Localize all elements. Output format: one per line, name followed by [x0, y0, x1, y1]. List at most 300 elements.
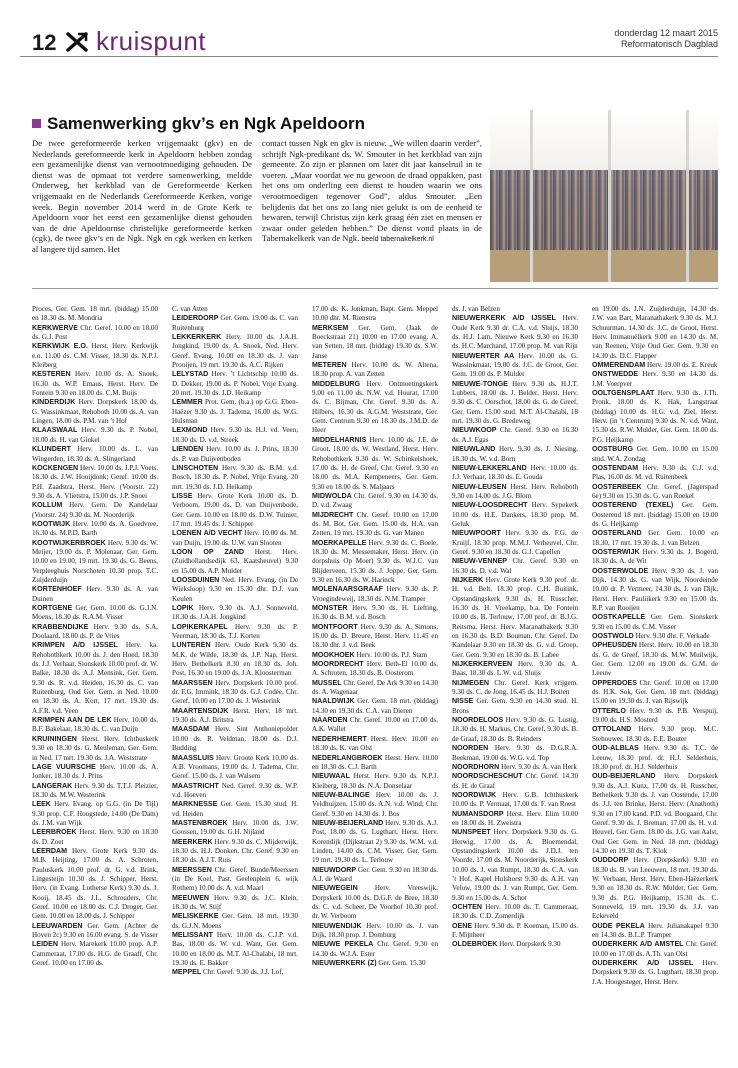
place-name: LELYSTAD: [172, 370, 209, 379]
listing-entry: [592, 445, 718, 464]
listing-column: [312, 305, 438, 1060]
place-name: LEXMOND: [172, 426, 208, 435]
listing-entry: [172, 492, 298, 529]
place-name: MOORDRECHT: [312, 660, 364, 669]
service-details: Herv. 9.30 ds. J. van Dijk, 14.30 ds. G. van Wijk, Noordeinde 10.00 dr. P. Vermeer, 14.30 ds. J. van Dijk, Herst. Herv. Pauliikerk 9.30 en 15.00 ds. R.P. van Rooijen: [592, 566, 718, 612]
place-name: MAARSSEN: [172, 678, 213, 687]
listing-entry: [32, 398, 158, 426]
listing-entry: [32, 847, 158, 922]
place-name: METEREN: [312, 361, 347, 370]
place-name: MIDDELHARNIS: [312, 435, 367, 444]
place-name: LEIDEN: [32, 940, 59, 949]
listing-entry: [592, 501, 718, 529]
listing-entry: [312, 651, 438, 660]
service-details: Herv. Marekerk 10.00 prop. A.P. Cammeraat, 17.00 ds. H.G. de Graaff, Chr. Geref. 10.00 en 17.00 ds.: [32, 940, 158, 968]
service-details: Herv. 9.30 ds. H. Liefting, 16.30 ds. B.M. v.d. Bosch: [312, 604, 438, 622]
place-name: OOSTEREND (TEXEL): [592, 501, 674, 510]
service-details: Herv. Vreeswijk, Dorpskerk 10.00 ds. D.G.F. de Bree, 18.30 ds. C. v.d. Scheer, De Voorhof 10.30 prof. dr. W. Verboom: [312, 884, 438, 921]
listing-entry: [312, 922, 438, 941]
listing-entry: [172, 333, 298, 370]
place-name: KLUNDERT: [32, 445, 72, 454]
place-name: NEDERLANGBROEK: [312, 753, 383, 762]
listing-entry: [172, 305, 298, 314]
listing-entry: [32, 604, 158, 623]
service-details: Chr. Geref. 9.30 ds. J.J. Lof,: [202, 968, 284, 977]
service-details: Herv. 9.30 ds. A.J. Post, 18.00 ds. G. Lugthart, Herst. Herv. Korendijk (Dijkstraat 2) 9.30 ds. W.M. v.d. Linden, 14.00 ds. C.M. Visser, Ger. Gem. 19 mrt. 19.30 ds. L. Terlouw: [312, 818, 438, 865]
place-name: KOLLUM: [32, 501, 63, 510]
service-details: Herv. 9.30 ds. J. Bogerd, 18.30 ds. A. de Wit: [592, 547, 718, 566]
service-details: Herv. 9.30 ds. H.J.T. Lubbers, 18.00 ds. J. Belder, Herst. Herv. 9.30 ds. C. Oorschot, 18.00 ds. G. de Greef, Ger. Gem. 15.00 stud. M.T. Al-Chalabi, 18 mrt. 19.30 ds. G. Bredeweg: [452, 379, 578, 426]
service-details: Herst. Herv. Ichthuskerk 9.30 en 18.30 ds. G. Meuleman, Ger. Gem. in Ned. 17 mrt. 19.30 ds. J.A. Weststrate: [32, 734, 158, 762]
service-details: Ned. Geref. 9.30 ds. W.P. v.d. Hoeven: [172, 781, 298, 799]
place-name: LAGE VUURSCHE: [32, 762, 96, 771]
listing-entry: [452, 529, 578, 557]
listing-entry: [32, 940, 158, 968]
article-title: [32, 114, 365, 134]
service-details: Ger. Gem. 15.30 stud. H. vd. Heiden: [172, 800, 298, 818]
service-details: Herv. 9.30 ds. H.J. vd. Veen, 18.30 ds. D. v.d. Streek: [172, 426, 298, 444]
place-name: KRIMPEN AAN DE LEK: [32, 716, 112, 725]
place-name: MIDDELBURG: [312, 379, 361, 388]
service-details: Herv. 9.30 dhr. F. Verkade: [635, 632, 710, 641]
listing-entry: [32, 520, 158, 539]
place-name: LEEK: [32, 800, 51, 809]
place-name: NIEUWERKERK (Z): [312, 959, 377, 968]
service-details: Herv. Dorpskerk 9.30: [499, 940, 561, 949]
place-name: NIEUWERTER AA: [452, 351, 515, 360]
service-details: Chr. Geref. 14.30 ds. H. de Graaf: [452, 772, 578, 790]
place-name: NOORDEN: [452, 744, 489, 753]
service-details: Herv. 10.00 ds. T. Cammeraat, 18.30 ds. C.D. Zomerdijk: [452, 903, 578, 921]
place-name: NIEUWENDIJK: [312, 921, 362, 930]
place-name: KORTGENE: [32, 604, 73, 612]
listing-entry: [592, 959, 718, 987]
place-name: LOPIKERKAPEL: [172, 622, 228, 631]
place-name: KOCKENGEN: [32, 463, 79, 472]
place-name: NUNSPEET: [452, 828, 491, 837]
listing-entry: [592, 464, 718, 483]
place-name: MEPPEL: [172, 968, 202, 977]
article-intro-col2: [262, 138, 482, 246]
service-details: Herv. 9.30 ds. J. Niesing, 18.30 ds. W. v.d. Born: [452, 445, 578, 463]
place-name: LOON OP ZAND: [172, 547, 245, 556]
place-name: MIJDRECHT: [312, 510, 354, 519]
listing-entry: [172, 838, 298, 866]
service-details: Ger. Gem. Sionskerk 9.30 en 15.00 ds. C.M. Visser: [592, 613, 718, 631]
listing-column: [172, 305, 298, 1060]
service-details: Herv. 10.00 ds. J.P.J. Voets, 18.30 ds. J.W. Hooijdonk; Geref. 10.00 ds. P.H. Zaadstra, Herst. Herv. (Voorstr. 22) 9.30 ds. A. Vlietstra, 15.00 ds. J.P. Snoei: [32, 463, 158, 500]
service-details: Herv. 10.00 ds. J.W. Goossen, 19.00 ds. G.H. Nijland: [172, 818, 298, 837]
listing-column: [592, 305, 718, 1060]
listing-entry: [172, 782, 298, 801]
service-details: Herv. 10.00 ds. P.J. Stam: [356, 650, 428, 659]
place-name: NIEUW-LEUSEN: [452, 482, 507, 491]
service-details: Herv. 9.30 ds. W. Meijer, 19.00 ds. P. Molenaar, Ger. Gem. 10.00 en 19.00, 19 mrt. 19.30 ds. G. Beens, Verpleeghuis Norschoten 10.30 prop. T.C. Zuijderduijn: [32, 538, 158, 584]
place-name: NIJMEGEN: [452, 678, 490, 687]
listing-entry: [32, 464, 158, 501]
place-name: NAALDWIJK: [312, 697, 355, 706]
cross-logo-icon: [66, 32, 88, 52]
place-name: MUSSEL: [312, 678, 342, 687]
listing-entry: [312, 660, 438, 679]
listing-entry: [172, 819, 298, 838]
service-details: Herv. Dorpskerk 9.30 ds. G. Lugthart, 18.30 prop. J.A. Hoogesteger, Herst. Herv.: [592, 959, 718, 986]
place-name: MIDWOLDA: [312, 491, 352, 500]
place-name: OOSTERLAND: [592, 529, 642, 538]
photo-congregation: [490, 170, 718, 250]
listing-entry: [452, 772, 578, 791]
service-details: Herv. 19.00 ds. E. Kreuk: [646, 361, 718, 370]
service-details: Herv. 9.30 ds. P. Vroegindeweij, 18.30 ds. N.M. Tramper: [312, 585, 438, 603]
place-name: NIEUW-LOOSDRECHT: [452, 501, 528, 510]
section-rule: [32, 288, 718, 289]
place-name: LEKKERKERK: [172, 333, 222, 342]
listing-entry: [32, 763, 158, 782]
dateline: [614, 28, 718, 50]
place-name: OOLTGENSPLAAT: [592, 389, 655, 398]
listing-entry: [32, 426, 158, 445]
place-name: MELISKERKE: [172, 912, 219, 921]
listing-entry: [172, 576, 298, 604]
place-name: OTTOLAND: [592, 725, 632, 734]
service-details: Proces, Ger. Gem. 18 mrt. (biddag) 15.00 en 18.30 ds. M. Mondria: [32, 305, 158, 323]
photo-floor: [490, 250, 718, 282]
service-details: Ger. Gem. 10.00 en 15.00 stud. W.A. Zondag: [592, 445, 718, 463]
place-name: NIEUWDORP: [312, 865, 357, 874]
listing-entry: [172, 931, 298, 968]
place-name: NIEUW-BALINGE: [312, 790, 370, 799]
place-name: OUDERKERK A/D AMSTEL: [592, 940, 684, 949]
service-details: Herv. 9.30 ds. G. Lustig, 18.30 ds. H. Markus, Chr. Geref. 9.30 ds. B. de Graaf, 18.30 ds. B. Reinders: [452, 716, 578, 743]
service-details: Herst. Herv. Kerkwijk e.o. 11.00 ds. C.M. Visser, 18.30 ds. N.P.J. Kleiberg: [32, 342, 158, 370]
listing-entry: [312, 539, 438, 586]
listing-entry: [312, 623, 438, 651]
service-details: Herv. 9.30 ds. A. van Herk: [501, 762, 577, 771]
listing-entry: [452, 483, 578, 502]
place-name: NIEUWPOORT: [452, 529, 501, 538]
listing-entry: [32, 716, 158, 735]
place-name: LEEUWARDEN: [32, 921, 83, 930]
place-name: NOORDHORN: [452, 762, 500, 771]
photo-credit: beeld tabernakelkerk.nl: [361, 236, 434, 244]
service-details: Herst. Herv. 18 mrt. 19.30 ds. A.J. Britstra: [172, 706, 298, 725]
service-details: ds. J. van Belzen: [452, 305, 500, 313]
place-name: OUDERKERK A/D IJSSEL: [592, 959, 694, 968]
listing-entry: [172, 968, 298, 977]
place-name: OOSTENDAM: [592, 463, 639, 472]
listing-entry: [312, 604, 438, 623]
listing-entry: [312, 585, 438, 604]
listing-entry: [592, 707, 718, 726]
service-details: Herv. 10.00 ds. M. van Duijn, 19.00 ds. U.W. van Slooten: [172, 529, 298, 547]
place-name: OOSTBURG: [592, 445, 633, 454]
service-details: Herv. Dorpskerk 9.30 ds. G. Herwig, 17.00 ds. A. Bloemendal, Opstandingskerk 10.00 ds. J.D.J. ten Voorde, 17.00 ds. M. Noorderijk, Sionskerk 10.00 ds. J. van Rumpt, 18.30 ds. C.A. van ’t Hof, Kapel Hulshorst 9.30 ds. A.H. van Veluw, 19.00 ds. J. van Rumpt, Ger. Gem. 9.30 en 15.00 ds. A. Schot: [452, 828, 578, 902]
service-details: Prot. Gem. (b.a.) op G.G. Eben-Haëzer 9.30 ds. J. Tadema, 16.00 ds. W.G. Hulsman: [172, 398, 298, 426]
service-details: Herv. 9.30 ds. J.C. Klein, 18.30 ds. W. Stijf: [172, 893, 298, 911]
listing-column: [32, 305, 158, 1060]
place-name: KRABBENDIJKE: [32, 622, 89, 631]
section-title: kruispunt: [96, 26, 206, 56]
listing-entry: [592, 922, 718, 941]
service-details: Herv. 9.30 ds. A. van Duinen: [32, 585, 158, 603]
listing-entry: [452, 660, 578, 679]
listing-entry: [452, 922, 578, 941]
place-name: MAARTENSDIJK: [172, 706, 229, 715]
service-details: Ger. Gem. (Achter de Hoven 2c) 9.30 en 16.00 evang. S. de Visser: [32, 921, 158, 940]
place-name: NISSE: [452, 697, 474, 706]
listing-entry: [452, 903, 578, 922]
service-details: Herv. 9.30 ds. A. Simons, 16.00 ds. D. Breure, Herst. Herv. 11.45 en 18.30 dhr. J. v.d. Beek: [312, 622, 438, 650]
listing-entry: [452, 314, 578, 351]
service-details: Chr. Geref. 9.30 en 16.30 ds. A.J. Egas: [452, 426, 578, 444]
listing-entry: [172, 314, 298, 333]
service-details: Herv. 10.00 ds. J.A.H. Jongkind, 19.00 ds. A. Snoek, Ned. Herv. Geref. Evang. 10.00 en 18.30 ds. J. van Prooijen, 19 mrt. 19.30 ds. A.C. Rijken: [172, 333, 298, 370]
service-details: Chr. Geref. Kerk vrijgem. 9.30 ds. C. de Jong, 16.45 ds. H.J. Boiten: [452, 678, 578, 697]
listing-entry: [32, 585, 158, 604]
service-details: Ger. Gem. 9.30 en 18.30 ds. A.J. de Waard: [312, 865, 438, 883]
place-name: MEEUWEN: [172, 893, 210, 902]
place-name: LANGERAK: [32, 781, 73, 790]
place-name: NIEUW-BEIJERLAND: [312, 818, 384, 827]
service-details: Herv. Groote Kerk 10.00 ds. A.B. Vroomans, 19.00 ds. J. Tadema, Chr. Geref. 15.00 ds. J. van Walsem: [172, 753, 298, 781]
service-details: Chr. Geref. 10.00 en 17.00 ds. A.Th. van Olst: [592, 940, 718, 958]
place-name: LEIDERDORP: [172, 314, 219, 323]
place-name: LOOSDUINEN: [172, 575, 220, 584]
listing-entry: [172, 464, 298, 492]
listing-entry: [592, 613, 718, 632]
service-details: en 19.00 ds. J.N. Zuijderduijn, 14.30 ds. J.W. van Bart, Maranathakerk 9.30 ds. M.J. Schuurman, 14.30 ds. J.C. de Groot, Herst. Herv. Immanuëlkerk 9.00 en 14.30 ds. M. van Reenen, Vrije Oud Ger. Gem. 9.30 en 14.30 ds. D.C. Flapper: [592, 305, 718, 360]
service-details: Herst. Herv. 10.00 en 18.30 ds. G. de Greef, 18.30 ds. M.W. Muilwijk, Ger. Gem. 12.00 en 19.00 ds. G.M. de Leeuw: [592, 641, 718, 678]
listing-entry: [312, 791, 438, 819]
page-header: [22, 20, 718, 56]
place-name: OLDEBROEK: [452, 940, 498, 949]
listing-entry: [452, 697, 578, 716]
listing-entry: [32, 782, 158, 801]
service-details: Herv. Grote Kerk 10.00 ds. D. Verboom, 19.00 ds. D. van Duijvenbode, Ger. Gem. 10.00 en 18.00 ds. D.W. Tuinier, 17 mrt. 19.45 ds. J. Schipper: [172, 491, 298, 528]
service-details: Herv. 10.00 ds. A. Goedvree, 16.30 ds. M.P.D. Barth: [32, 519, 158, 538]
page-number: 12: [32, 30, 57, 55]
place-name: MOLENAARSGRAAF: [312, 585, 383, 594]
service-details: Herv. 10.00 ds. J. van Dijk, 18.30 prop. J. Domburg: [312, 921, 438, 940]
place-name: ONSTWEDDE: [592, 370, 639, 379]
service-details: Herst. Herv. Rehoboth 9.30 en 14.00 ds. J.G. Blom: [452, 482, 578, 500]
header-rule: [20, 56, 718, 57]
listing-entry: [172, 398, 298, 426]
place-name: KLAASWAAL: [32, 426, 78, 435]
place-name: KESTEREN: [32, 370, 71, 379]
listing-entry: [32, 342, 158, 370]
service-details: Herv. 9.30 ds. S.A. Doolaard, 18.00 ds. P. de Vries: [32, 622, 158, 641]
place-name: MEERSSEN: [172, 865, 212, 874]
place-name: NUMANSDORP: [452, 809, 504, 818]
service-details: Chr. Geref. De Ark 9.30 en 14.30 ds. A. Wagenaar: [312, 678, 438, 697]
listing-entry: [172, 894, 298, 913]
listing-entry: [32, 324, 158, 343]
listing-entry: [592, 548, 718, 567]
listing-entry: [32, 922, 158, 941]
listing-entry: [172, 529, 298, 548]
service-details: Herv. 10.00 ds. L. van Wingerden, 18.30 ds. A. Slingerland: [32, 445, 158, 463]
listing-entry: [32, 305, 158, 324]
place-name: KRUININGEN: [32, 734, 77, 743]
service-details: Herv. 10.00 ds. B.F. Bakelaar, 18.30 ds. C. van Duijn: [32, 716, 158, 734]
service-details: Herv. 9.30 ds. C. Boele, 18.30 ds. M. Messemaker, Herst. Herv. (in dorpshuis Op Moer) 9.30 ds. W.J.C. van Blijderveen, 15.30 ds. J. Joppe, Ger. Gem. 9.30 en 16.30 ds. W. Harinck: [312, 538, 438, 584]
listing-entry: [312, 716, 438, 735]
service-details: Herv. 9.30 ds. D.G.R.A. Beekman, 19.00 ds. W.G. v.d. Top: [452, 744, 578, 762]
listing-entry: [312, 754, 438, 773]
service-details: Herv. Dorpskerk 10.00 prof. dr. F.G. Immink, 18.30 ds. G.J. Codée, Chr. Geref. 10.00 en 17.00 ds. J. Westerink: [172, 678, 298, 706]
place-name: KOOTWIJKERBROEK: [32, 538, 106, 547]
listing-entry: [592, 305, 718, 361]
place-name: OOSTERBEEK: [592, 482, 642, 491]
listing-entry: [312, 380, 438, 436]
place-name: OOSTERWOLDE: [592, 566, 649, 575]
place-name: OPHEUSDEN: [592, 641, 637, 650]
service-details: Herv. 10.00 ds. C.J.P. v.d. Bas, 18.00 ds. W. v.d. Want, Ger. Gem. 10.00 en 18.00 ds. M.T. Al-Chalabi, 18 mrt. 19.30 ds. E. Bakker: [172, 931, 298, 968]
service-details: Chr. Geref. 10.00 en 17.00 ds. M. Bot, Ger. Gem. 15.00 ds. H.A. van Zetten, 19 mrt. 19.30 ds. G. van Manen: [312, 510, 438, 538]
service-details: Herv. 10.00 ds. W. Altena, 18.30 prop. A. van Zetten: [312, 361, 438, 379]
service-details: Herst. Herv. 9.30 en 18.30 ds. D. Zoet: [32, 828, 158, 846]
service-details: Herv. Julianakapel 9.30 en 14.30 ds. B.L.P. Tramper: [592, 921, 718, 940]
place-name: NIJKERKERVEEN: [452, 660, 513, 669]
listing-entry: [452, 810, 578, 829]
service-details: Chr. Geref. 10.00 en 18.00 ds. G.J. Post: [32, 323, 158, 342]
listing-entry: [452, 305, 578, 314]
service-details: Herv. Evang. op G.G. (in De Tijl) 9.30 prop. C.F. Hoogstede, 14.00 (De Dam) ds. J.M. van Wijk: [32, 800, 158, 827]
listing-entry: [452, 445, 578, 464]
listing-entry: [172, 370, 298, 398]
church-service-photo: [490, 110, 718, 282]
service-details: Herv. 9.30 ds. B.M. v.d. Bosch, 18.30 ds. P. Nobel, Vrije Evang. 20 mrt. 19.30 ds. J.D. Heikamp: [172, 463, 298, 491]
service-details: Ger. Gem. Oosterend 18 mrt. (biddag) 15.00 en 19.00 ds. G. Heijkamp: [592, 501, 718, 528]
service-details: Herv. 9.30 ds. A.J. Sonneveld, 18.30 ds. J.A.H. Jongkind: [172, 604, 298, 622]
place-name: KERKWIJK E.O.: [32, 342, 88, 351]
service-details: Herv. 9.30 ds. A. Baas, 18.30 ds. L.W. v.d. Sluijs: [452, 660, 578, 678]
service-details: Herv. 10.00 ds. J. Prins, 18.30 ds. P. van Duijvenboden: [172, 445, 298, 463]
place-name: OENE: [452, 921, 473, 930]
service-details: Herv. Sypekerk 10.00 ds. H.E. Dankers, 18.30 prop. M. Geluk: [452, 501, 578, 528]
place-name: OUDDORP: [592, 856, 629, 865]
listing-entry: [312, 772, 438, 791]
place-name: MONSTER: [312, 604, 348, 612]
listing-entry: [172, 641, 298, 678]
service-details: Herv. 9.30 ds. F.G. de Kruijf, 18.30 prop. M.M.J. Verheuvel, Chr. Geref. 9.30 en 18.30 ds. G.J. Capellen: [452, 529, 578, 556]
service-details: 17.00 ds. K. Jonkman, Bapt. Gem. Meppel 10.00 dhr. M. Rienstra: [312, 305, 438, 323]
service-details: C. van Atten: [172, 305, 208, 313]
place-name: OMMERENDAM: [592, 361, 646, 370]
place-name: OOSTKAPELLE: [592, 613, 646, 622]
listing-column: [452, 305, 578, 1060]
service-details: Chr. Geref. Bunde/Meerssen (in De Koel, Past. Geelenplein 6, wijk Rothem) 10.00 ds. A. v.d. Maarl: [172, 865, 298, 893]
listing-entry: [312, 511, 438, 539]
place-name: LEMMER: [172, 398, 203, 407]
listing-entry: [312, 361, 438, 380]
listing-entry: [592, 940, 718, 959]
listing-entry: [32, 370, 158, 398]
service-details: Herst. Herv. 10.00 en 18.30 ds. K. van Olst: [312, 734, 438, 753]
service-details: Herst. Herv. 9.30 ds. N.P.J. Kleiberg, 18.30 ds. N.A. Donselaar: [312, 772, 438, 790]
service-details: Herv. Sint Anthoniepolder 10.00 ds. R. Veldman, 18.00 ds. D.J. Budding: [172, 725, 298, 753]
listing-entry: [592, 567, 718, 614]
place-name: LINSCHOTEN: [172, 463, 219, 472]
place-name: MONTFOORT: [312, 622, 358, 631]
service-details: Chr. Geref. 9.30 en 14.30 ds. W.J.A. Ester: [312, 940, 438, 958]
service-details: Herv. ’t Lichtschip 10.00 ds. D. Dekker, 19.00 ds. P. Nobel, Vrije Evang. 20 mrt. 19.30 ds. J.D. Heikamp: [172, 370, 298, 398]
listing-entry: [592, 389, 718, 445]
service-details: Chr. Geref. 10.00 en 17.00 ds. A.K. Wallet: [312, 716, 438, 734]
place-name: NIEUWE PEKELA: [312, 940, 374, 949]
place-name: MAASDAM: [172, 725, 210, 734]
service-details: Herv. (Dorpskerk) 9.30 en 18.30 ds. B. van Leeuwen, 18 mrt. 19.30 ds. W. Verbaan, Herst. Herv. Eben-Haëzerkerk 9.30 en 18.30 ds. R.W. Mulder, Ger. Gem. 9.30 ds. P.G. Heijkamp, 15.30 ds. C. Sonneveld, 19 mrt. 19.30 ds. J.J. van Eckeveld: [592, 856, 718, 921]
listing-entry: [592, 725, 718, 744]
bullet-square-icon: [32, 119, 41, 128]
service-details: Herv. Dorpskerk 18.00 ds. G. Wassinkmaat, Rehoboth 10.00 ds. A. van Lingen, 18.00 ds. P.M. van ’t Hof: [32, 398, 158, 426]
place-name: LEERBROEK: [32, 828, 77, 837]
service-details: Herv. 10.00 ds. J. Veldhuijzen, 15.00 ds. A.N. v.d. Wind, Chr. Geref. 9.30 en 14.30 ds. J. Bos: [312, 790, 438, 818]
place-name: OOSTWOLD: [592, 632, 634, 641]
service-details: Herv. 10.00 ds. A. Jonker, 18.30 ds. J. Prins: [32, 762, 158, 781]
place-name: MAASTRICHT: [172, 781, 219, 790]
service-details: Ned. Herv. Evang. (in De Wieksloop) 9.30 en 15.30 dhr. D.J. van Keulen: [172, 575, 298, 603]
listing-entry: [452, 426, 578, 445]
listing-entry: [172, 707, 298, 726]
place-name: NEDERHEMERT: [312, 734, 367, 743]
service-details: Herv. Oude Kerk 9.30 dr. C.A. v.d. Sluijs, 18.30 ds. H.J. Lam, Nieuwe Kerk 9.30 en 16.30 ds. H.C. Marchand, 17.00 prop. M. van Rijn: [452, 314, 578, 351]
place-name: KRIMPEN A/D IJSSEL: [32, 641, 118, 650]
listing-entry: [32, 539, 158, 586]
church-services-listing: [32, 305, 718, 1060]
place-name: LOENEN A/D VECHT: [172, 529, 243, 538]
place-name: MARKNESSE: [172, 800, 218, 809]
place-name: LEERDAM: [32, 846, 68, 855]
listing-entry: [312, 305, 438, 324]
service-details: Herv. Beth-El 10.00 ds. A. Schroten, 18.30 ds. B. Oosterom: [312, 660, 438, 678]
service-details: Herv. ka. Rehobothkerk 10.00 ds. J. den Hoed, 18.30 ds. J.J. Verhaar, Sionskerk 10.00 prof. dr. W. Balke, 18.30 ds. A.J. Mensink, Ger. Gem. 9.30 ds. R. v.d. Heiden, 16.30 ds. C. van Ruitenburg, Oud Ger. Gem. in Ned. 10.00 en 18.30 ds. A. Kort, 17 mrt. 19.30 ds. A.F.R. v.d. Veen: [32, 641, 158, 715]
listing-entry: [452, 763, 578, 772]
listing-entry: [312, 324, 438, 361]
article-intro-text: contact tussen Ngk en gkv is nieuw. „We willen daarin verder”, schrijft Ngk-predikant ds. W. Smouter in het kerkblad van zijn gemeente. Zo zijn er plannen om later dit jaar kanselruil in te voeren. „Maar voordat we nu gewoon de draad oppakken, past het ons om onderling een dienst te houden waarin we ons verootmoedigen tegenover God”, aldus Smouter. „Een belijdenis dat het ons zo lang niet gelukt is om de eenheid te bewaren, terwijl Christus zijn kerk graag één ziet en mensen er zwaar onder geleden hebben.” De dienst vond plaats in de Tabernakelkerk van de Ngk.: [262, 138, 482, 244]
service-details: Chr. Geref. 10.00 en 17.00 ds. H.K. Sok, Ger. Gem. 18 mrt. (biddag) 15.00 en 19.30 ds. J. van Rijswijk: [592, 678, 718, 706]
listing-entry: [452, 576, 578, 660]
place-name: NIEUWLAND: [452, 445, 496, 454]
service-details: Herst. Herv. Elim 10.00 en 18.00 ds. H. Zweistra: [452, 809, 578, 827]
service-details: Ger. Gem. 18 mrt. (biddag) 14.30 en 19.30 ds. C.A. van Dieren: [312, 697, 438, 715]
listing-entry: [172, 548, 298, 576]
place-name: NAARDEN: [312, 716, 348, 725]
listing-entry: [172, 800, 298, 819]
place-name: LIENDEN: [172, 445, 204, 454]
listing-entry: [172, 725, 298, 753]
service-details: Ger. Gem. 15.30: [378, 959, 426, 968]
listing-entry: [312, 697, 438, 716]
listing-entry: [312, 959, 438, 968]
listing-entry: [32, 641, 158, 716]
article-intro-col1: De twee gereformeerde kerken vrijgemaakt (gkv) en de Nederlands gereformeerde kerk in Apeldoorn hebben zondag een gezamenlijke dienst van vernootmoediging gehouden. De dienst was de opmaat tot verdere samenwerking, meldde Onderweg, het kerkblad van de Gereformeerde Kerken vrijgemaakt en de Nederlands Gereformeerde Kerken, vorige week. Begin november 2014 werd in de Grote Kerk te Apeldoorn voor het eerst een gezamenlijke dienst gehouden van de drie Apeldoornse christelijke gereformeerde kerken (cgk), de twee gkv’s en de Ngk. Ngk en cgk werken en kerken al langere tijd samen. Het: [32, 138, 252, 254]
listing-entry: [32, 800, 158, 828]
place-name: NIEUWEGEIN: [312, 884, 358, 893]
photo-pole: [530, 110, 533, 282]
place-name: KINDERDIJK: [32, 398, 76, 407]
place-name: NOORDSCHESCHUT: [452, 772, 523, 781]
service-details: Herv. Grote Kerk 9.30 ds. M.B. Heijting, 17.00 ds. A. Schroten, Pauluskerk 10.00 prof. dr. G. v.d. Brink, Lingesteijn 10.30 ds. J. Schipper, Herst. Herv. (in Evang. Lutherse Kerk) 9.30 ds. J. Kooij, 18.45 ds. J.L. Schreuders, Chr. Geref. 10.00 en 18.00 ds. C.J. Droger, Ger. Gem. 10.00 en 18.00 ds. J. Schipper: [32, 846, 158, 921]
article-title-text: Samenwerking gkv’s en Ngk Apeldoorn: [47, 114, 366, 133]
service-details: Herv. 10.00 ds. G. Wassinkmaat, 19.00 ds. J.C. de Groot, Ger. Gem. 19.00 ds. P. Mulder: [452, 351, 578, 379]
service-details: Herv. 9.30 ds. P. Veerman, 18.30 ds. T.J. Korten: [172, 622, 298, 641]
service-details: Herv. Grote Kerk 9.30 prof. dr. H. v.d. Belt, 18.30 prop. C.H. Buitink, Opstandingskerk 9.30 ds. H. Russcher, 16.30 ds. H. Vreekamp, b.a. De Fontein 10.00 ds. B. Terlouw, 17.00 prof. dr. B.J.G. Reitsma, Herst. Herv. Maranathakerk 9.30 en 16.30 ds. B.D. Bouman, Chr. Geref. De Kandelaar 9.30 en 18.30 ds. G. v.d. Groep, Ger. Gem. 9.30 en 18.30 ds. B. Labee: [452, 575, 578, 659]
listing-entry: [312, 819, 438, 866]
listing-entry: [312, 492, 438, 511]
service-details: Herst. Herv. (Zuidhollandsedijk 63, Kaatsheuvel) 9.30 en 15.00 ds. A.P. Mulder: [172, 547, 298, 575]
